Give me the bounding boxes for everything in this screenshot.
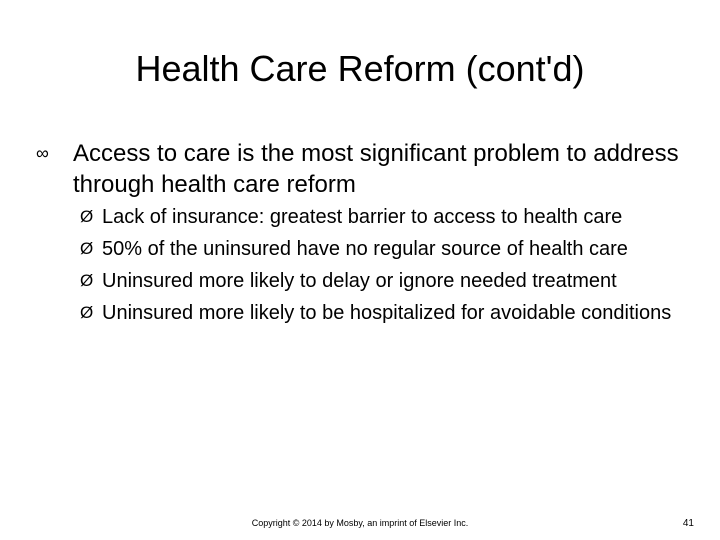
arrow-bullet-icon: Ø	[80, 271, 94, 290]
bullet-marker-icon: ∞	[36, 143, 49, 163]
main-bullet	[36, 138, 686, 200]
sub-bullet-item	[80, 268, 690, 294]
arrow-bullet-icon: Ø	[80, 303, 94, 322]
page-number: 41	[682, 518, 694, 529]
footer-copyright: Copyright © 2014 by Mosby, an imprint of Elsevier Inc.	[251, 518, 469, 528]
slide-title: Health Care Reform (cont'd)	[135, 48, 585, 89]
sub-bullet-text: 50% of the uninsured have no regular source of health care	[102, 238, 628, 260]
sub-bullet-list	[80, 204, 690, 332]
sub-bullet-item	[80, 300, 690, 326]
main-bullet-text: Access to care is the most significant problem to address through health care reform	[73, 140, 679, 198]
sub-bullet-item	[80, 236, 690, 262]
arrow-bullet-icon: Ø	[80, 239, 94, 258]
sub-bullet-item	[80, 204, 690, 230]
sub-bullet-text: Uninsured more likely to be hospitalized for avoidable conditions	[102, 302, 672, 324]
arrow-bullet-icon: Ø	[80, 207, 94, 226]
sub-bullet-text: Lack of insurance: greatest barrier to access to health care	[102, 206, 623, 228]
sub-bullet-text: Uninsured more likely to delay or ignore needed treatment	[102, 270, 617, 292]
